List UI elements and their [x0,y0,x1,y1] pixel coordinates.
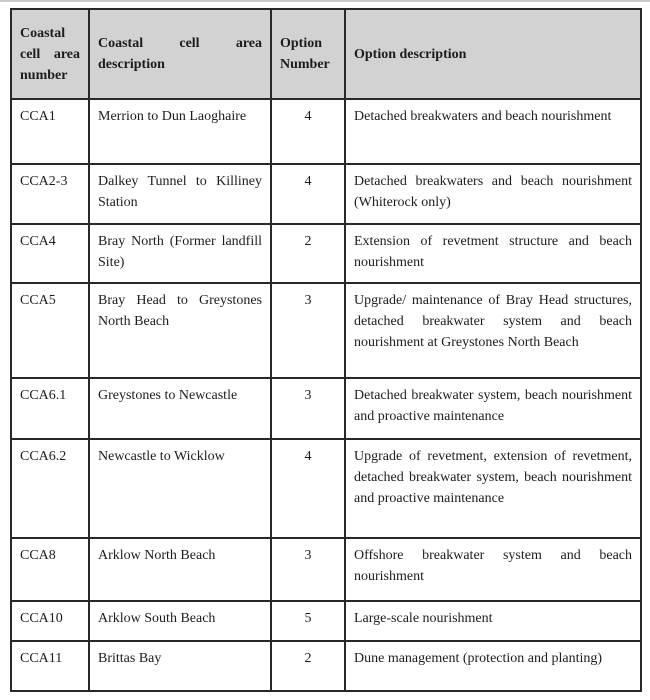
cell-option-number: 4 [271,439,345,538]
cell-option-description: Detached breakwaters and beach nourishment (Whiterock only) [345,164,641,224]
cell-cca-description: Arklow North Beach [89,538,271,601]
header-option-number: Option Number [271,9,345,99]
header-cca-number: Coastal cell area number [11,9,89,99]
table-row [11,283,641,378]
table-header [11,9,641,99]
header-row [11,9,641,99]
cell-cca-number: CCA8 [11,538,89,601]
cell-cca-number: CCA2-3 [11,164,89,224]
cell-cca-number: CCA11 [11,641,89,691]
cell-option-number: 4 [271,164,345,224]
cell-cca-description: Newcastle to Wicklow [89,439,271,538]
coastal-cell-options-table [10,8,642,692]
table-row [11,378,641,439]
cell-option-number: 5 [271,601,345,641]
cell-option-description: Dune management (protection and planting) [345,641,641,691]
page-top-rule [0,0,650,2]
cell-cca-number: CCA4 [11,224,89,283]
cell-cca-description: Greystones to Newcastle [89,378,271,439]
cell-cca-number: CCA6.2 [11,439,89,538]
cell-cca-number: CCA5 [11,283,89,378]
header-option-description: Option description [345,9,641,99]
cell-option-number: 3 [271,378,345,439]
table-row [11,601,641,641]
cell-cca-number: CCA6.1 [11,378,89,439]
cell-option-description: Large-scale nourishment [345,601,641,641]
table-row [11,439,641,538]
cell-option-number: 2 [271,224,345,283]
table-row [11,538,641,601]
cell-cca-number: CCA10 [11,601,89,641]
table-row [11,99,641,164]
cell-option-description: Upgrade/ maintenance of Bray Head structures, detached breakwater system and beach nourishment at Greystones North Beach [345,283,641,378]
cell-option-description: Detached breakwater system, beach nourishment and proactive maintenance [345,378,641,439]
cell-option-description: Upgrade of revetment, extension of revetment, detached breakwater system, beach nourishment and proactive maintenance [345,439,641,538]
cell-cca-description: Merrion to Dun Laoghaire [89,99,271,164]
cell-cca-description: Brittas Bay [89,641,271,691]
cell-option-description: Offshore breakwater system and beach nourishment [345,538,641,601]
table-row [11,641,641,691]
cell-option-description: Extension of revetment structure and beach nourishment [345,224,641,283]
table-row [11,224,641,283]
cell-option-number: 4 [271,99,345,164]
header-cca-description: Coastal cell area description [89,9,271,99]
table-body [11,99,641,691]
cell-cca-description: Bray North (Former landfill Site) [89,224,271,283]
cell-option-number: 3 [271,283,345,378]
cell-cca-description: Dalkey Tunnel to Killiney Station [89,164,271,224]
cell-cca-number: CCA1 [11,99,89,164]
cell-cca-description: Bray Head to Greystones North Beach [89,283,271,378]
table-row [11,164,641,224]
cell-option-number: 2 [271,641,345,691]
cell-option-number: 3 [271,538,345,601]
cell-option-description: Detached breakwaters and beach nourishment [345,99,641,164]
cell-cca-description: Arklow South Beach [89,601,271,641]
